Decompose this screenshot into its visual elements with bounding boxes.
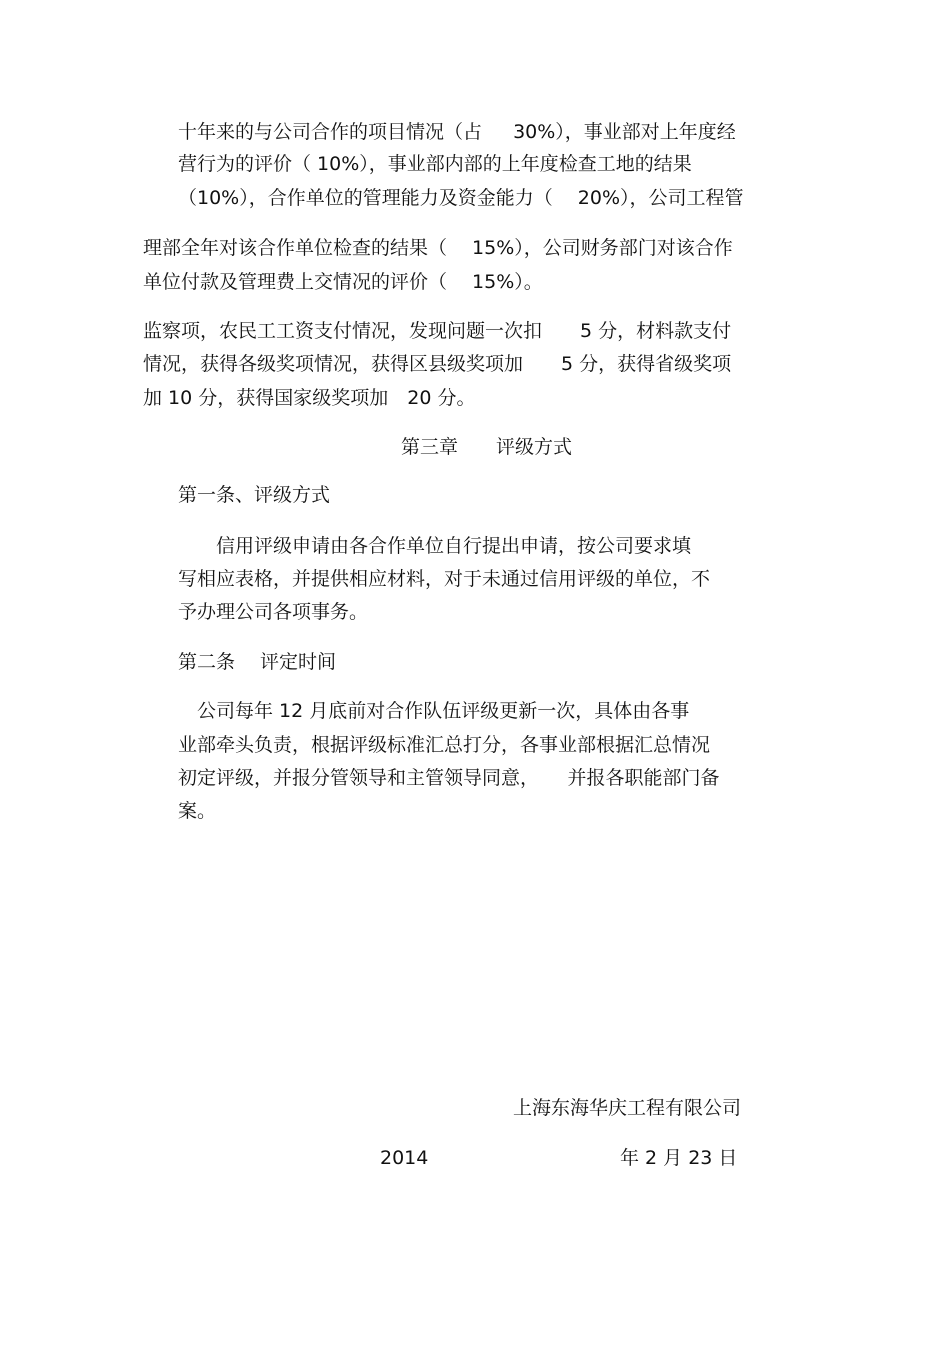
para1-line-3: （10%），合作单位的管理能力及资金能力（ 20%），公司工程管 (178, 187, 744, 209)
chapter-title: 第三章 评级方式 (401, 436, 573, 458)
article2-line-3: 初定评级，并报分管领导和主管领导同意， 并报各职能部门备 (178, 767, 720, 789)
article2-line-2: 业部牵头负责，根据评级标准汇总打分，各事业部根据汇总情况 (178, 734, 711, 756)
article2-line-4: 案。 (178, 800, 217, 822)
para1-line-2: 营行为的评价（ 10%），事业部内部的上年度检查工地的结果 (178, 153, 692, 175)
signature-company: 上海东海华庆工程有限公司 (513, 1097, 742, 1119)
para3-line-3: 加 10 分，获得国家级奖项加 20 分。 (143, 387, 476, 409)
article1-line-2: 写相应表格，并提供相应材料，对于未通过信用评级的单位，不 (178, 568, 711, 590)
article1-line-1: 信用评级申请由各合作单位自行提出申请，按公司要求填 (178, 535, 692, 557)
para3-line-1: 监察项，农民工工资支付情况，发现问题一次扣 5 分，材料款支付 (143, 320, 732, 342)
para2-line-2: 单位付款及管理费上交情况的评价（ 15%）。 (143, 271, 543, 293)
signature-year: 2014 (380, 1147, 429, 1169)
signature-date: 年 2 月 23 日 (620, 1147, 738, 1169)
para2-line-1: 理部全年对该合作单位检查的结果（ 15%），公司财务部门对该合作 (143, 237, 733, 259)
article2-title: 第二条 评定时间 (178, 651, 337, 673)
article2-line-1: 公司每年 12 月底前对合作队伍评级更新一次，具体由各事 (178, 700, 690, 722)
article1-line-3: 予办理公司各项事务。 (178, 601, 369, 623)
para1-line-1: 十年来的与公司合作的项目情况（占 30%），事业部对上年度经 (178, 121, 736, 143)
para3-line-2: 情况，获得各级奖项情况，获得区县级奖项加 5 分，获得省级奖项 (143, 353, 732, 375)
article1-title: 第一条、评级方式 (178, 484, 331, 506)
